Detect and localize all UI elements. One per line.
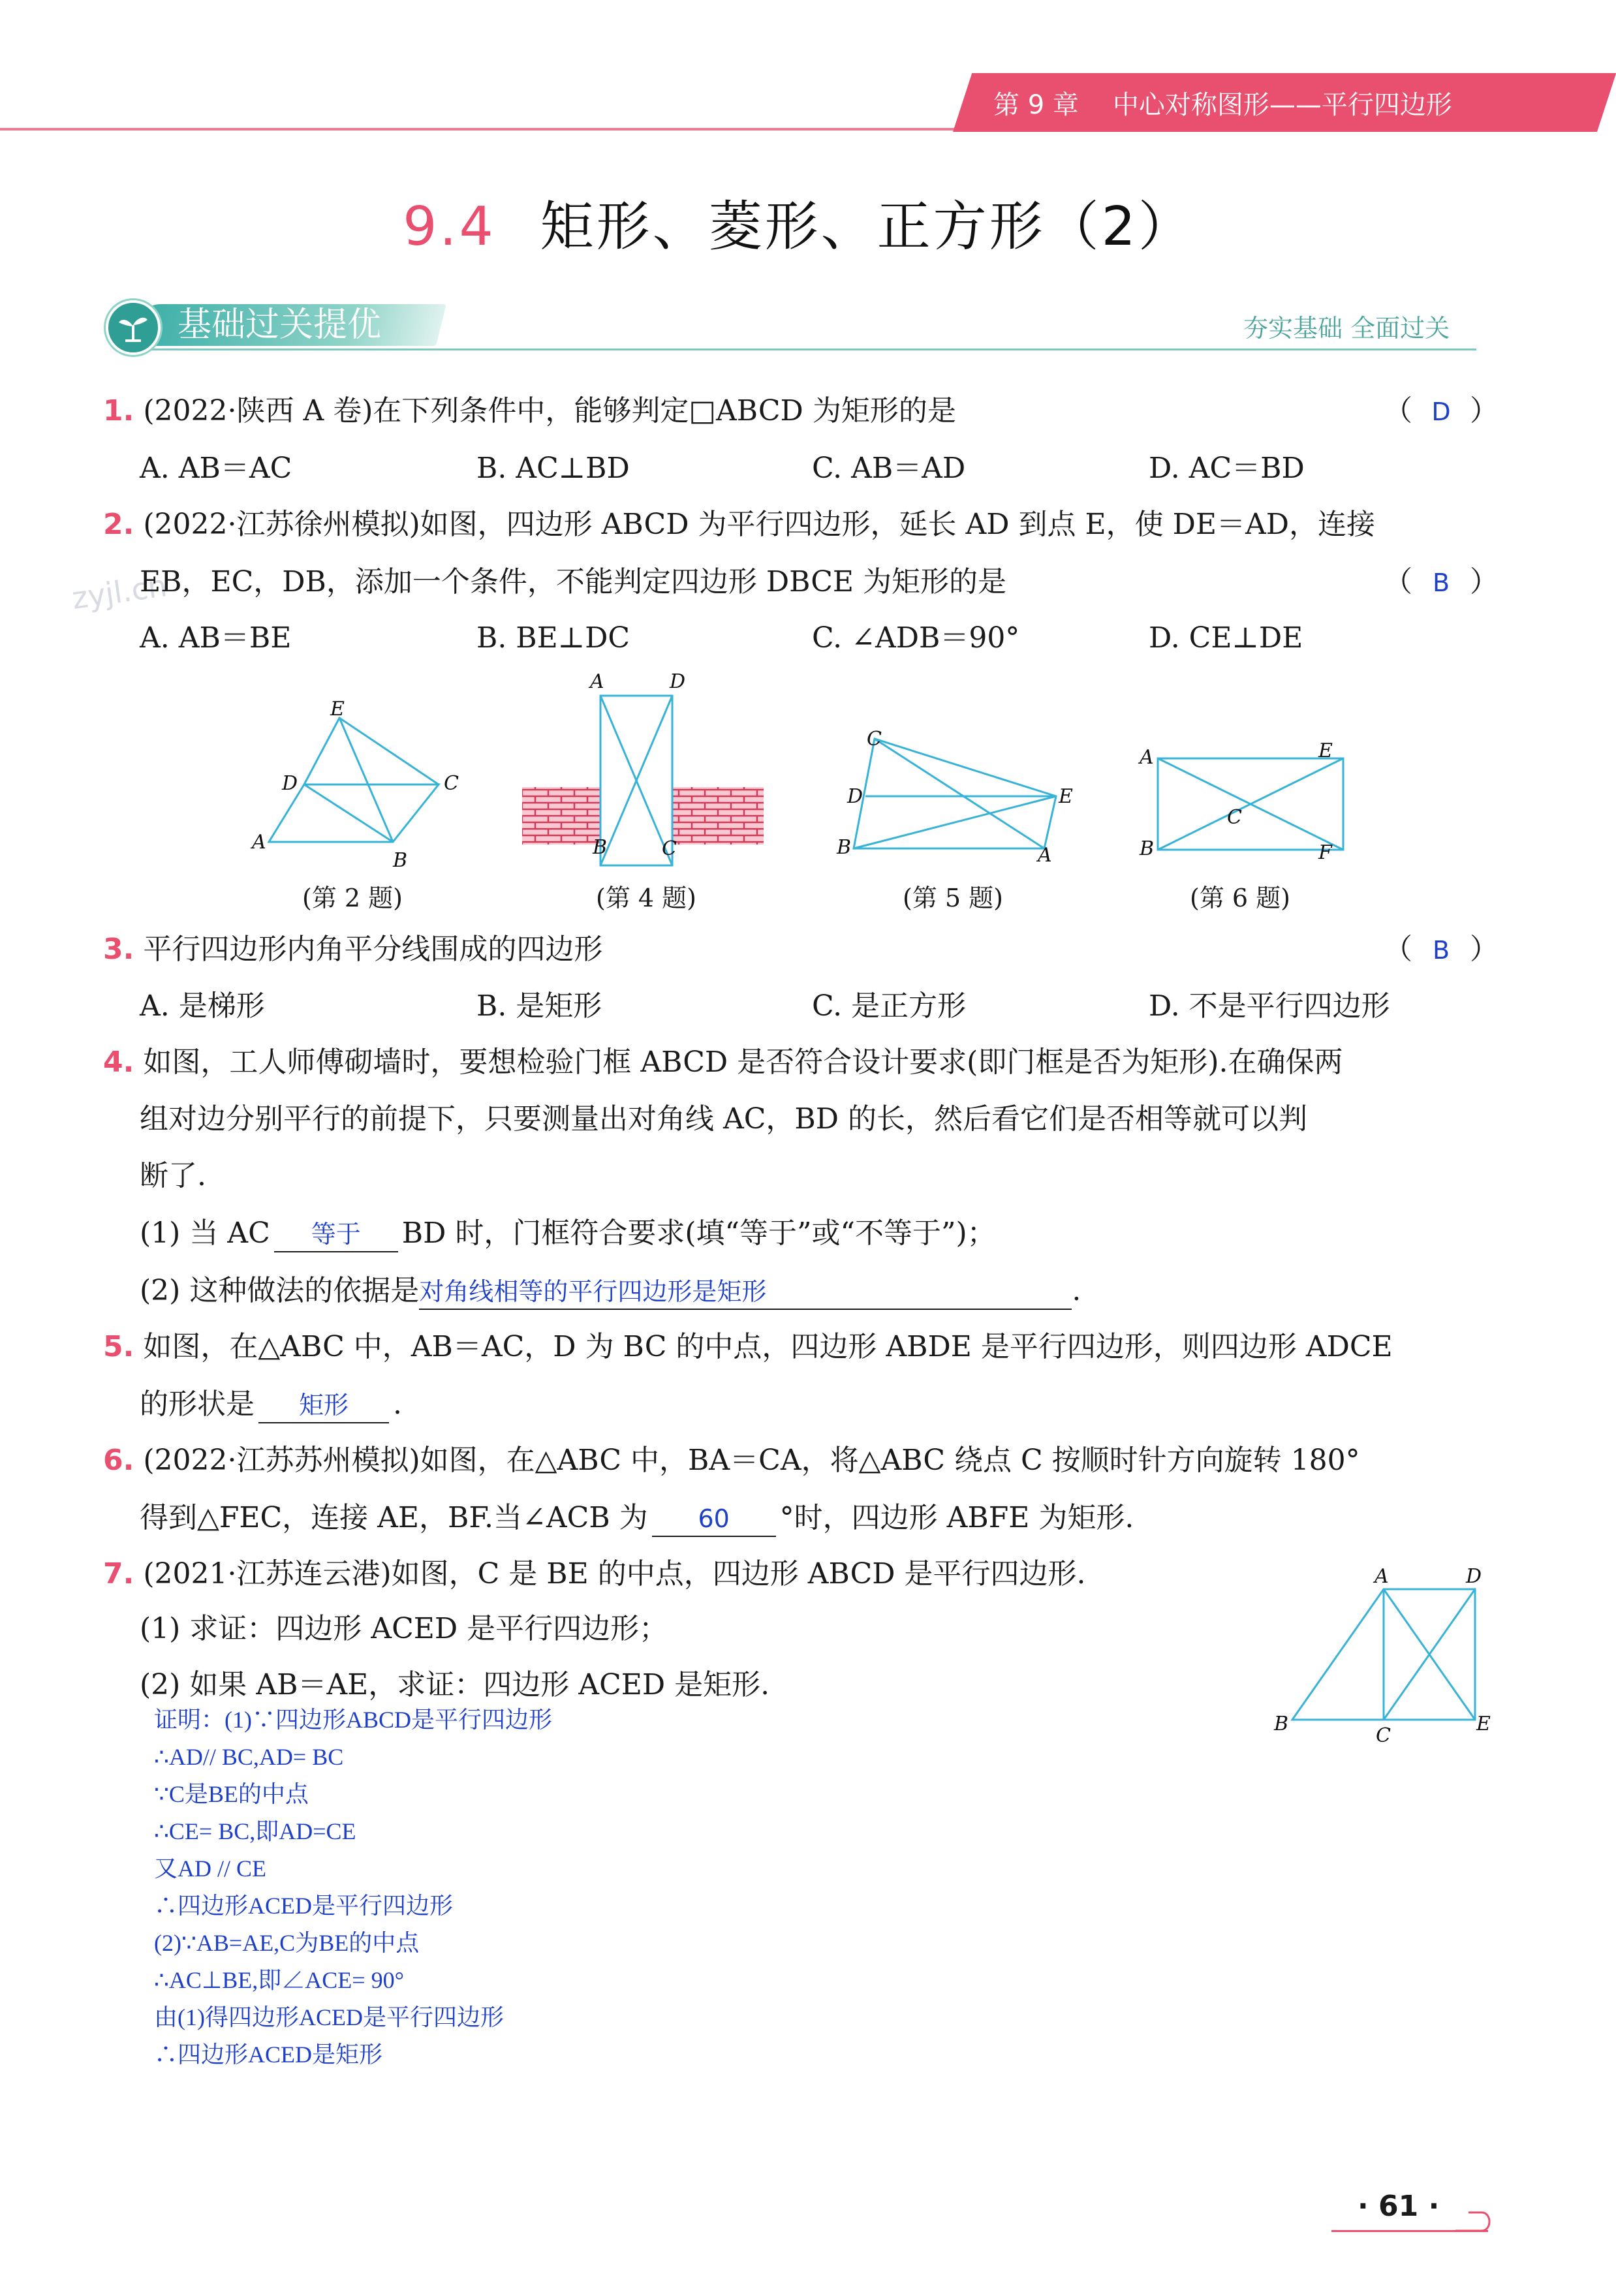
caption-q4: (第 4 题) [596, 884, 696, 912]
fig5-label-c: C [867, 728, 882, 751]
fig6-label-a: A [1140, 746, 1154, 769]
section-subtitle: 夯实基础 全面过关 [1243, 314, 1450, 343]
q2-option-c: C. ∠ADB＝90° [812, 621, 1020, 655]
q2-answer-box: （ B ） [1384, 563, 1499, 602]
fig2-label-d: D [282, 772, 298, 795]
q2-stem-line1 [103, 505, 1375, 544]
chapter-label: 第 9 章 [993, 90, 1079, 120]
solution-line: 又AD // CE [154, 1855, 267, 1882]
q1-option-a: A. AB＝AC [140, 452, 292, 485]
q4-part1-answer: 等于 [274, 1217, 398, 1252]
q3-option-b: B. 是矩形 [476, 989, 602, 1023]
fig6-label-b: B [1140, 837, 1155, 860]
q3-option-d: D. 不是平行四边形 [1149, 989, 1390, 1023]
q7-part2: (2) 如果 AB＝AE，求证：四边形 ACED 是矩形. [140, 1668, 770, 1701]
q3-answer: B [1432, 936, 1450, 965]
q3-text: 平行四边形内角平分线围成的四边形 [143, 933, 603, 966]
section-heading: 基础过关提优 [178, 305, 382, 345]
q1-option-d: D. AC＝BD [1149, 452, 1305, 485]
fig4-label-a: A [590, 670, 604, 693]
q4-part2 [140, 1271, 1081, 1311]
solution-line: 由(1)得四边形ACED是平行四边形 [154, 2004, 504, 2030]
q4-text-line1: 如图，工人师傅砌墙时，要想检验门框 ABCD 是否符合设计要求(即门框是否为矩形).在确保两 [143, 1046, 1343, 1079]
figure-q5 [829, 718, 1077, 875]
q5-pre: 的形状是 [140, 1388, 255, 1421]
section-title-text: 矩形、菱形、正方形（2） [540, 196, 1194, 258]
q4-part1-pre: (1) 当 AC [140, 1217, 270, 1250]
q4-part2-post: . [1072, 1274, 1081, 1307]
q7-text-line1: (2021·江苏连云港)如图，C 是 BE 的中点，四边形 ABCD 是平行四边形. [143, 1557, 1086, 1590]
q7-solution [154, 1701, 552, 2073]
q1-option-b: B. AC⊥BD [476, 452, 630, 485]
fig4-label-c: C [662, 837, 677, 860]
q3-option-a: A. 是梯形 [140, 989, 265, 1023]
caption-q6: (第 6 题) [1190, 884, 1290, 912]
solution-line: ∴AD// BC,AD= BC [154, 1744, 344, 1770]
fig6-label-e: E [1318, 739, 1333, 762]
solution-line: ∴四边形ACED是矩形 [154, 2041, 382, 2068]
q1-answer: D [1431, 397, 1451, 426]
fig2-label-e: E [330, 698, 345, 721]
section-number: 9.4 [403, 196, 496, 258]
page-curl-icon [1455, 2206, 1495, 2235]
fig6-label-c: C [1227, 806, 1242, 829]
q5-post: . [393, 1388, 402, 1421]
q1-text: (2022·陕西 A 卷)在下列条件中，能够判定□ABCD 为矩形的是 [143, 394, 956, 427]
q6-text-line1: (2022·江苏苏州模拟)如图，在△ABC 中，BA＝CA，将△ABC 绕点 C 按顺时针方向旋转 180° [143, 1444, 1360, 1477]
figure-q4 [516, 672, 777, 875]
fig4-label-b: B [593, 836, 608, 859]
figure-q7 [1266, 1563, 1491, 1747]
q2-option-a: A. AB＝BE [140, 621, 292, 655]
fig7-label-c: C [1376, 1724, 1391, 1747]
q2-option-d: D. CE⊥DE [1149, 621, 1303, 655]
q1-number: 1. [103, 394, 134, 427]
fig6-label-f: F [1318, 841, 1332, 864]
q3-number: 3. [103, 933, 134, 966]
q3-stem [103, 930, 602, 969]
q4-stem-line1 [103, 1043, 1343, 1082]
q6-number: 6. [103, 1444, 134, 1477]
fig4-label-d: D [670, 670, 686, 693]
q4-part2-pre: (2) 这种做法的依据是 [140, 1274, 420, 1307]
q1-stem [103, 392, 956, 431]
q7-stem-line1 [103, 1555, 1086, 1594]
q2-answer: B [1432, 568, 1450, 597]
fig7-label-a: A [1375, 1565, 1389, 1588]
q6-answer: 60 [652, 1502, 776, 1537]
q5-line2 [140, 1385, 402, 1424]
q6-stem-line1 [103, 1441, 1360, 1480]
figure-q2 [248, 692, 470, 875]
brick-wall-left [522, 787, 600, 845]
q5-answer: 矩形 [258, 1388, 389, 1423]
q4-part1 [140, 1214, 996, 1253]
q4-part1-post: BD 时，门框符合要求(填“等于”或“不等于”)； [401, 1217, 996, 1250]
fig5-label-e: E [1059, 785, 1073, 808]
fig7-label-d: D [1466, 1565, 1482, 1588]
header-label [993, 80, 1452, 131]
q2-option-b: B. BE⊥DC [476, 621, 630, 655]
solution-line: ∴AC⊥BE,即∠ACE= 90° [154, 1967, 404, 1993]
q5-number: 5. [103, 1330, 134, 1363]
q3-option-c: C. 是正方形 [812, 989, 967, 1023]
q2-text-line1: (2022·江苏徐州模拟)如图，四边形 ABCD 为平行四边形，延长 AD 到点 E，使 DE＝AD，连接 [143, 508, 1376, 541]
caption-q5: (第 5 题) [903, 884, 1003, 912]
section-rule [134, 349, 1476, 350]
q1-answer-box: （ D ） [1384, 392, 1499, 431]
q4-number: 4. [103, 1046, 134, 1079]
q2-text-line2: EB，EC，DB，添加一个条件，不能判定四边形 DBCE 为矩形的是 [140, 565, 1007, 598]
q4-part2-answer: 对角线相等的平行四边形是矩形 [419, 1275, 1072, 1310]
fig5-label-b: B [837, 836, 852, 859]
q5-stem-line1 [103, 1327, 1393, 1367]
q6-line2 [140, 1498, 1134, 1538]
solution-line: ∴CE= BC,即AD=CE [154, 1818, 356, 1844]
caption-q2: (第 2 题) [302, 884, 403, 912]
q1-option-c: C. AB＝AD [812, 452, 966, 485]
fig5-label-a: A [1038, 844, 1052, 867]
solution-line: 证明：(1)∵四边形ABCD是平行四边形 [154, 1707, 552, 1733]
q4-text-line2: 组对边分别平行的前提下，只要测量出对角线 AC，BD 的长，然后看它们是否相等就可以判 [140, 1102, 1308, 1136]
fig5-label-d: D [847, 785, 863, 808]
q4-text-line3: 断了. [140, 1159, 206, 1192]
q5-text-line1: 如图，在△ABC 中，AB＝AC，D 为 BC 的中点，四边形 ABDE 是平行四边形，则四边形 ADCE [143, 1330, 1393, 1363]
q7-number: 7. [103, 1557, 134, 1590]
chapter-topic: 中心对称图形——平行四边形 [1112, 90, 1452, 120]
q7-part1: (1) 求证：四边形 ACED 是平行四边形； [140, 1612, 668, 1645]
fig2-label-a: A [252, 831, 266, 854]
q2-number: 2. [103, 508, 134, 541]
page-title [0, 184, 1597, 260]
q6-post: °时，四边形 ABFE 为矩形. [779, 1501, 1134, 1534]
fig2-label-c: C [444, 772, 459, 795]
fig2-label-b: B [393, 849, 408, 872]
page-number: · 61 · [1358, 2190, 1440, 2223]
figure-q6 [1129, 737, 1344, 875]
fig7-label-e: E [1476, 1713, 1491, 1735]
brick-wall-right [672, 787, 764, 845]
solution-line: ∴四边形ACED是平行四边形 [154, 1893, 453, 1919]
q3-answer-box: （ B ） [1384, 930, 1499, 970]
fig7-label-b: B [1274, 1713, 1289, 1735]
solution-line: ∵C是BE的中点 [154, 1781, 309, 1807]
solution-line: (2)∵AB=AE,C为BE的中点 [154, 1930, 420, 1956]
sprout-icon [106, 300, 161, 355]
watermark: zyjl.cn [69, 568, 170, 616]
q6-pre: 得到△FEC，连接 AE，BF.当∠ACB 为 [140, 1501, 648, 1534]
